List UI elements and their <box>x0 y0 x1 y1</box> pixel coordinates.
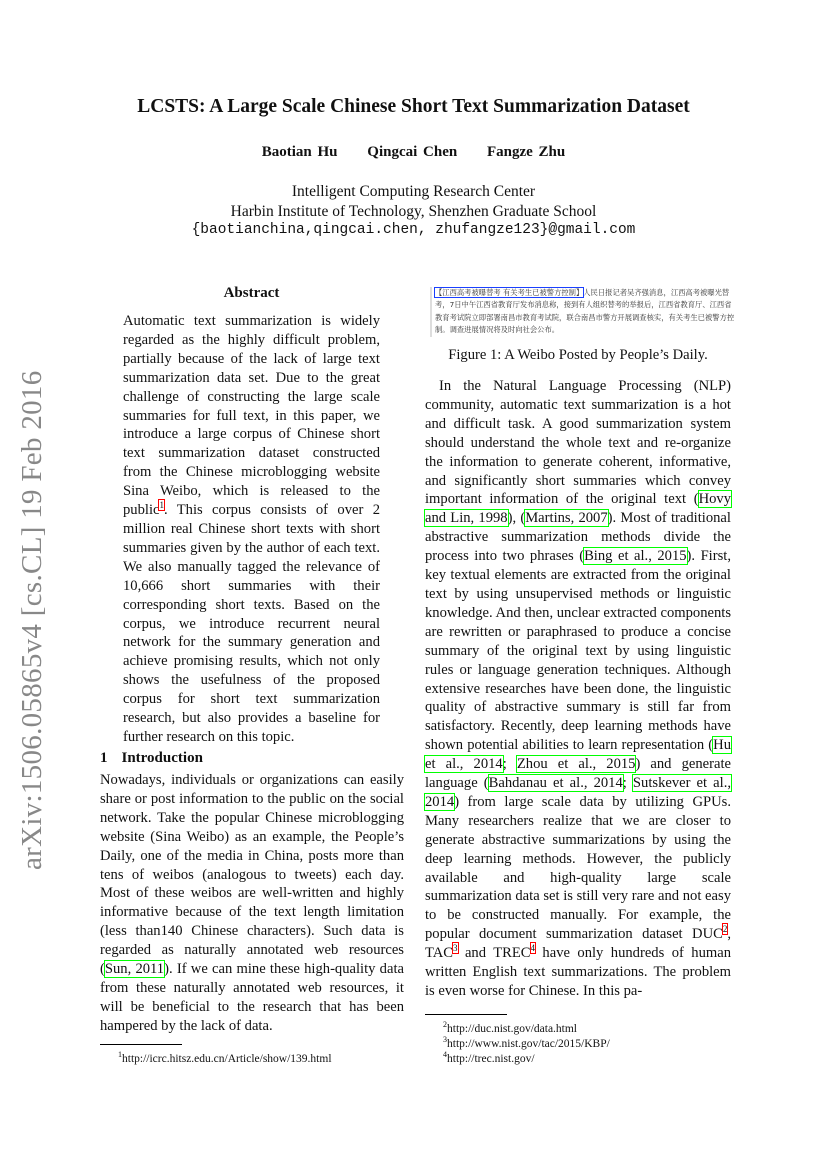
footnote-url[interactable]: http://icrc.hitsz.edu.cn/Article/show/139.html <box>122 1052 332 1065</box>
authors <box>0 144 827 161</box>
affiliation <box>0 182 827 241</box>
body-text: ; <box>622 775 633 792</box>
citation-link[interactable]: Hu et al., 2014 <box>425 737 731 773</box>
citation-link[interactable]: Sun, 2011 <box>104 961 165 978</box>
affiliation-line: Intelligent Computing Research Center <box>291 183 536 200</box>
body-text: Automatic text summarization is widely regarded as the highly difficult problem, partially because of the lack of large text summarization data set. Due to the great challenge of constructing the large scale summaries for full text, in this paper, we introduce a large corpus of Chinese short text summarization dataset constructed from the Chinese microblogging website Sina Weibo, which is released to the public <box>123 313 380 519</box>
section-title: Introduction <box>121 750 203 766</box>
author: Qingcai Chen <box>367 144 458 160</box>
author: Fangze Zhu <box>486 144 566 160</box>
citation-link[interactable]: Sutskever et al., 2014 <box>425 775 732 810</box>
footnote-url[interactable]: http://duc.nist.gov/data.html <box>447 1022 578 1035</box>
figure-caption: Figure 1: A Weibo Posted by People’s Daily. <box>448 347 708 363</box>
section-number: 1 <box>100 750 108 766</box>
body-text: . This corpus consists of over 2 million real Chinese short texts with short summaries given by the author of each text. We also manually tagged the relevance of 10,666 short summaries with their corresponding short texts. Based on the corpus, we introduce recurrent neural network for the summary generation and achieve promising results, which not only shows the usefulness of the proposed corpus for short text summarization research, but also provides a baseline for further research on this topic. <box>123 502 380 745</box>
citation-link[interactable]: Bahdanau et al., 2014 <box>488 775 623 792</box>
arxiv-identifier: arXiv:1506.05865v4 [cs.CL] 19 Feb 2016 <box>16 370 48 870</box>
body-text: Nowadays, individuals or organizations can easily share or post information to the public on the social network. Take the popular Chinese microblogging website (Sina Weibo) as an example, the People’s Daily, one of the media in China, posts more than tens of weibos (analogous to tweets) each day. Most of these weibos are well-written and highly informative because of the text length limitation (less than140 Chinese characters). Such data is regarded as naturally annotated web resources ( <box>100 772 404 978</box>
weibo-body: 人民日报记者吴齐强消息，江西高考被曝光替考，7日中午江西省教育厅发布消息称，接到有人组织替考的举报后，江西省教育厅、江西省教育考试院立即部署南昌市教育考试院，联合南昌市警方开展调查核实，有关考生已被警方控制。调查进展情况将及时向社会公布。 <box>435 288 735 335</box>
footnote-number: 1 <box>118 1050 122 1059</box>
body-text: ) from large scale data by utilizing GPUs. Many researchers realize that we are closer to generate abstractive summarizations by using the deep learning methods. However, the publicly available and high-quality large scale summarization data set is still very rare and not easy to be constructed manually. For example, the popular document summarization dataset DUC <box>425 793 731 943</box>
abstract-heading: Abstract <box>223 285 280 301</box>
footnote <box>118 1047 332 1067</box>
citation-link[interactable]: Zhou et al., 2015 <box>516 756 636 773</box>
section-heading-introduction <box>100 750 203 767</box>
footnote-ref-link[interactable]: 2 <box>722 924 728 935</box>
email: {baotianchina,qingcai.chen, zhufangze123}@gmail.com <box>191 222 636 238</box>
body-text: ), ( <box>507 510 526 527</box>
body-text: ). First, key textual elements are extracted from the original text by using unsupervised methods or linguistic knowledge. And then, unclear extracted components are rewritten or paraphrased to produce a concise summary of the original text by using linguistic rules or language generation techniques. Although extensive researches have been done, the linguistic quality of abstractive summary is still far from satisfactory. Recently, deep learning methods have shown potential abilities to learn representation ( <box>425 548 731 754</box>
body-text: ). If we can mine these high-quality data from these naturally annotated web resources, it will be beneficial to the research that has been hampered by the lack of data. <box>100 961 404 1034</box>
body-text: ) and generate language ( <box>425 756 731 792</box>
intro-paragraph <box>100 771 404 1036</box>
footnote-number: 4 <box>443 1050 447 1059</box>
abstract-text <box>123 312 380 747</box>
body-text: and TREC <box>457 945 531 962</box>
citation-link[interactable]: Hovy and Lin, 1998 <box>425 491 731 527</box>
body-text: In the Natural Language Processing (NLP) community, automatic text summarization is a hot and difficult task. A good summarization system should understand the whole text and re-organize the information to generate coherent, informative, and significantly short summaries which convey important information of the original text ( <box>425 378 731 508</box>
body-text: , TAC <box>425 926 731 962</box>
footnote-ref-link[interactable]: 1 <box>159 500 164 511</box>
citation-link[interactable]: Bing et al., 2015 <box>584 548 687 565</box>
weibo-title: 【江西高考被曝替考 有关考生已被警方控制】 <box>435 288 584 297</box>
body-text: have only hundreds of human written English text summarizations. The problem is even worse for Chinese. In this pa- <box>425 945 731 999</box>
footnote-ref-link[interactable]: 4 <box>530 943 535 954</box>
intro-paragraph-right <box>425 377 731 1001</box>
author: Baotian Hu <box>261 144 338 160</box>
footnote-number: 2 <box>443 1020 447 1029</box>
footnote-ref-link[interactable]: 3 <box>453 943 458 954</box>
footnote-url[interactable]: http://trec.nist.gov/ <box>447 1052 535 1065</box>
footnote-divider <box>425 1014 507 1015</box>
footnote <box>443 1047 535 1067</box>
footnote-number: 3 <box>443 1035 447 1044</box>
footnote-url[interactable]: http://www.nist.gov/tac/2015/KBP/ <box>447 1037 610 1050</box>
footnote-divider <box>100 1044 182 1045</box>
citation-link[interactable]: Martins, 2007 <box>525 510 608 527</box>
body-text: ). Most of traditional abstractive summarization methods divide the process into two phrases ( <box>425 510 731 565</box>
body-text: ; <box>502 756 517 773</box>
paper-title: LCSTS: A Large Scale Chinese Short Text Summarization Dataset <box>137 96 690 117</box>
figure-weibo <box>430 287 737 337</box>
affiliation-line: Harbin Institute of Technology, Shenzhen Graduate School <box>230 202 597 220</box>
